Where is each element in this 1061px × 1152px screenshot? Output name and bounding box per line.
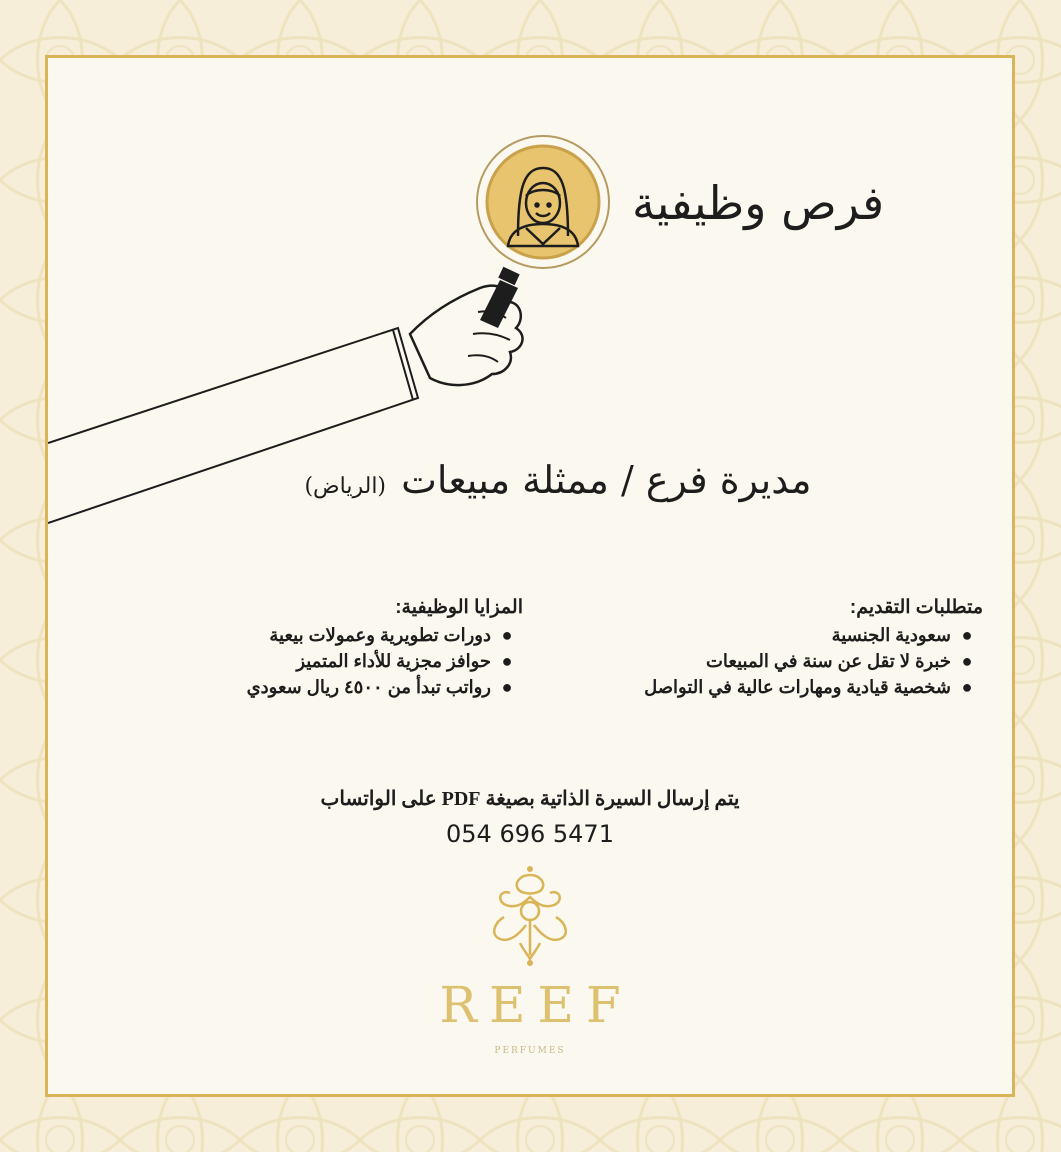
bullet-icon: ● (961, 677, 973, 697)
benefits-heading: المزايا الوظيفية: (395, 597, 523, 618)
bullet-icon: ● (501, 651, 513, 671)
position-city: (الرياض) (304, 474, 387, 499)
brand-tagline: PERFUMES (494, 1046, 566, 1056)
requirements-section (498, 596, 983, 700)
phone-number[interactable]: 054 696 5471 (446, 820, 614, 848)
headline: فرص وظيفية (631, 176, 885, 230)
benefit-item: ●دورات تطويرية وعمولات بيعية (88, 622, 523, 648)
position-title (288, 458, 828, 502)
reef-logo-icon (480, 863, 580, 973)
bullet-icon: ● (961, 625, 973, 645)
requirement-item: ●سعودية الجنسية (498, 622, 983, 648)
magnifier-icon (477, 136, 609, 328)
benefit-item: ●حوافز مجزية للأداء المتميز (88, 648, 523, 674)
apply-instructions: يتم إرسال السيرة الذاتية بصيغة PDF على الواتساب (320, 788, 740, 810)
requirement-item: ●خبرة لا تقل عن سنة في المبيعات (498, 648, 983, 674)
brand-name: REEF (439, 976, 633, 1034)
requirement-item: ●شخصية قيادية ومهارات عالية في التواصل (498, 674, 983, 700)
bullet-icon: ● (961, 651, 973, 671)
position-name: مديرة فرع / ممثلة مبيعات (401, 458, 812, 502)
benefits-section (88, 596, 523, 700)
bullet-icon: ● (501, 625, 513, 645)
benefit-item: ●رواتب تبدأ من ٤٥٠٠ ريال سعودي (88, 674, 523, 700)
bullet-icon: ● (501, 677, 513, 697)
job-card (45, 55, 1015, 1097)
requirements-heading: متطلبات التقديم: (849, 597, 983, 618)
